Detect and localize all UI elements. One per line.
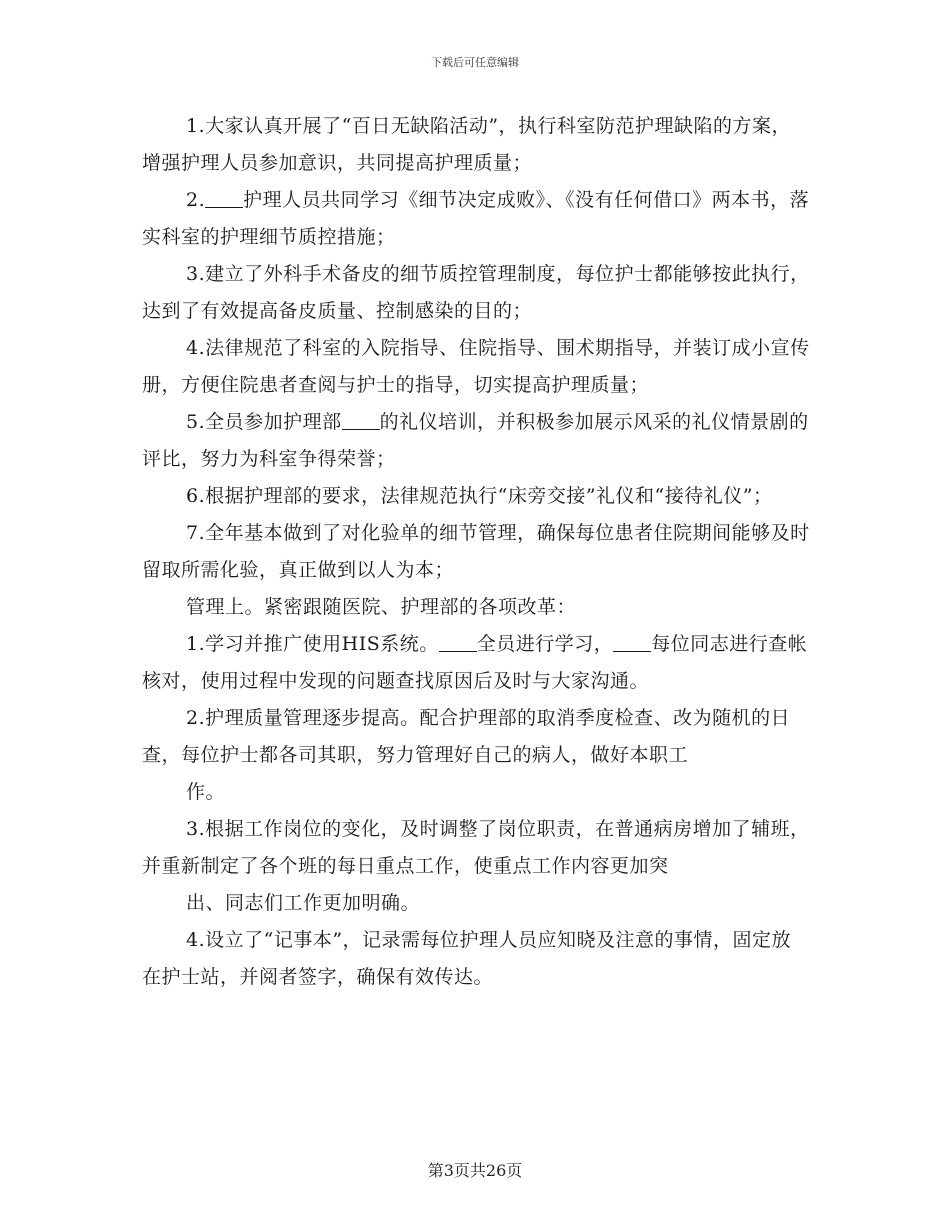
paragraph-4 [142,330,810,404]
paragraph-text: 每位同志进行查帐核对，使用过程中发现的问题查找原因后及时与大家沟通。 [142,633,808,692]
document-body [142,108,810,996]
paragraph-2 [142,182,810,256]
paragraph-5 [142,404,810,478]
paragraph-text: 1.大家认真开展了“百日无缺陷活动”，执行科室防范护理缺陷的方案，增强护理人员参加意识，共同提高护理质量； [142,115,792,174]
paragraph-9 [142,626,810,700]
paragraph-6 [142,478,810,515]
paragraph-10 [142,700,810,774]
paragraph-text: 4.法律规范了科室的入院指导、住院指导、围术期指导，并装订成小宣传册，方便住院患者查阅与护士的指导，切实提高护理质量； [142,337,810,396]
paragraph-14 [142,922,810,996]
paragraph-1 [142,108,810,182]
blank-line [205,189,243,208]
page-footer: 第3页共26页 [427,1161,523,1180]
paragraph-text: 的礼仪培训，并积极参加展示风采的礼仪情景剧的评比，努力为科室争得荣誉； [142,411,809,470]
paragraph-text: 管理上。紧密跟随医院、护理部的各项改革： [186,596,577,618]
paragraph-11 [142,774,810,811]
blank-line [613,633,651,652]
paragraph-text: 1.学习并推广使用HIS系统。 [186,633,439,655]
paragraph-3 [142,256,810,330]
blank-line [342,411,380,430]
paragraph-text: 3.建立了外科手术备皮的细节质控管理制度，每位护士都能够按此执行，达到了有效提高备皮质量、控制感染的目的； [142,263,810,322]
paragraph-7 [142,515,810,589]
paragraph-text: 3.根据工作岗位的变化，及时调整了岗位职责，在普通病房增加了辅班，并重新制定了各个班的每日重点工作，使重点工作内容更加突 [142,818,810,877]
paragraph-13 [142,885,810,922]
paragraph-text: 出、同志们工作更加明确。 [186,892,421,914]
page-header: 下载后可任意编辑 [431,56,519,69]
paragraph-text: 2. [186,189,206,211]
paragraph-text: 作。 [186,781,226,803]
paragraph-text: 6.根据护理部的要求，法律规范执行“床旁交接”礼仪和“接待礼仪”； [186,485,773,507]
paragraph-text: 全员进行学习， [476,633,614,655]
paragraph-text: 4.设立了“记事本”，记录需每位护理人员应知晓及注意的事情，固定放在护士站，并阅者签字，确保有效传达。 [142,929,792,988]
paragraph-text: 5.全员参加护理部 [186,411,342,433]
paragraph-text: 2.护理质量管理逐步提高。配合护理部的取消季度检查、改为随机的日查，每位护士都各司其职，努力管理好自己的病人，做好本职工 [142,707,791,766]
paragraph-text: 护理人员共同学习《细节决定成败》、《没有任何借口》两本书，落实科室的护理细节质控措施； [142,189,810,248]
paragraph-12 [142,811,810,885]
paragraph-8 [142,589,810,626]
paragraph-text: 7.全年基本做到了对化验单的细节管理，确保每位患者住院期间能够及时留取所需化验，真正做到以人为本； [142,522,810,581]
blank-line [439,633,477,652]
